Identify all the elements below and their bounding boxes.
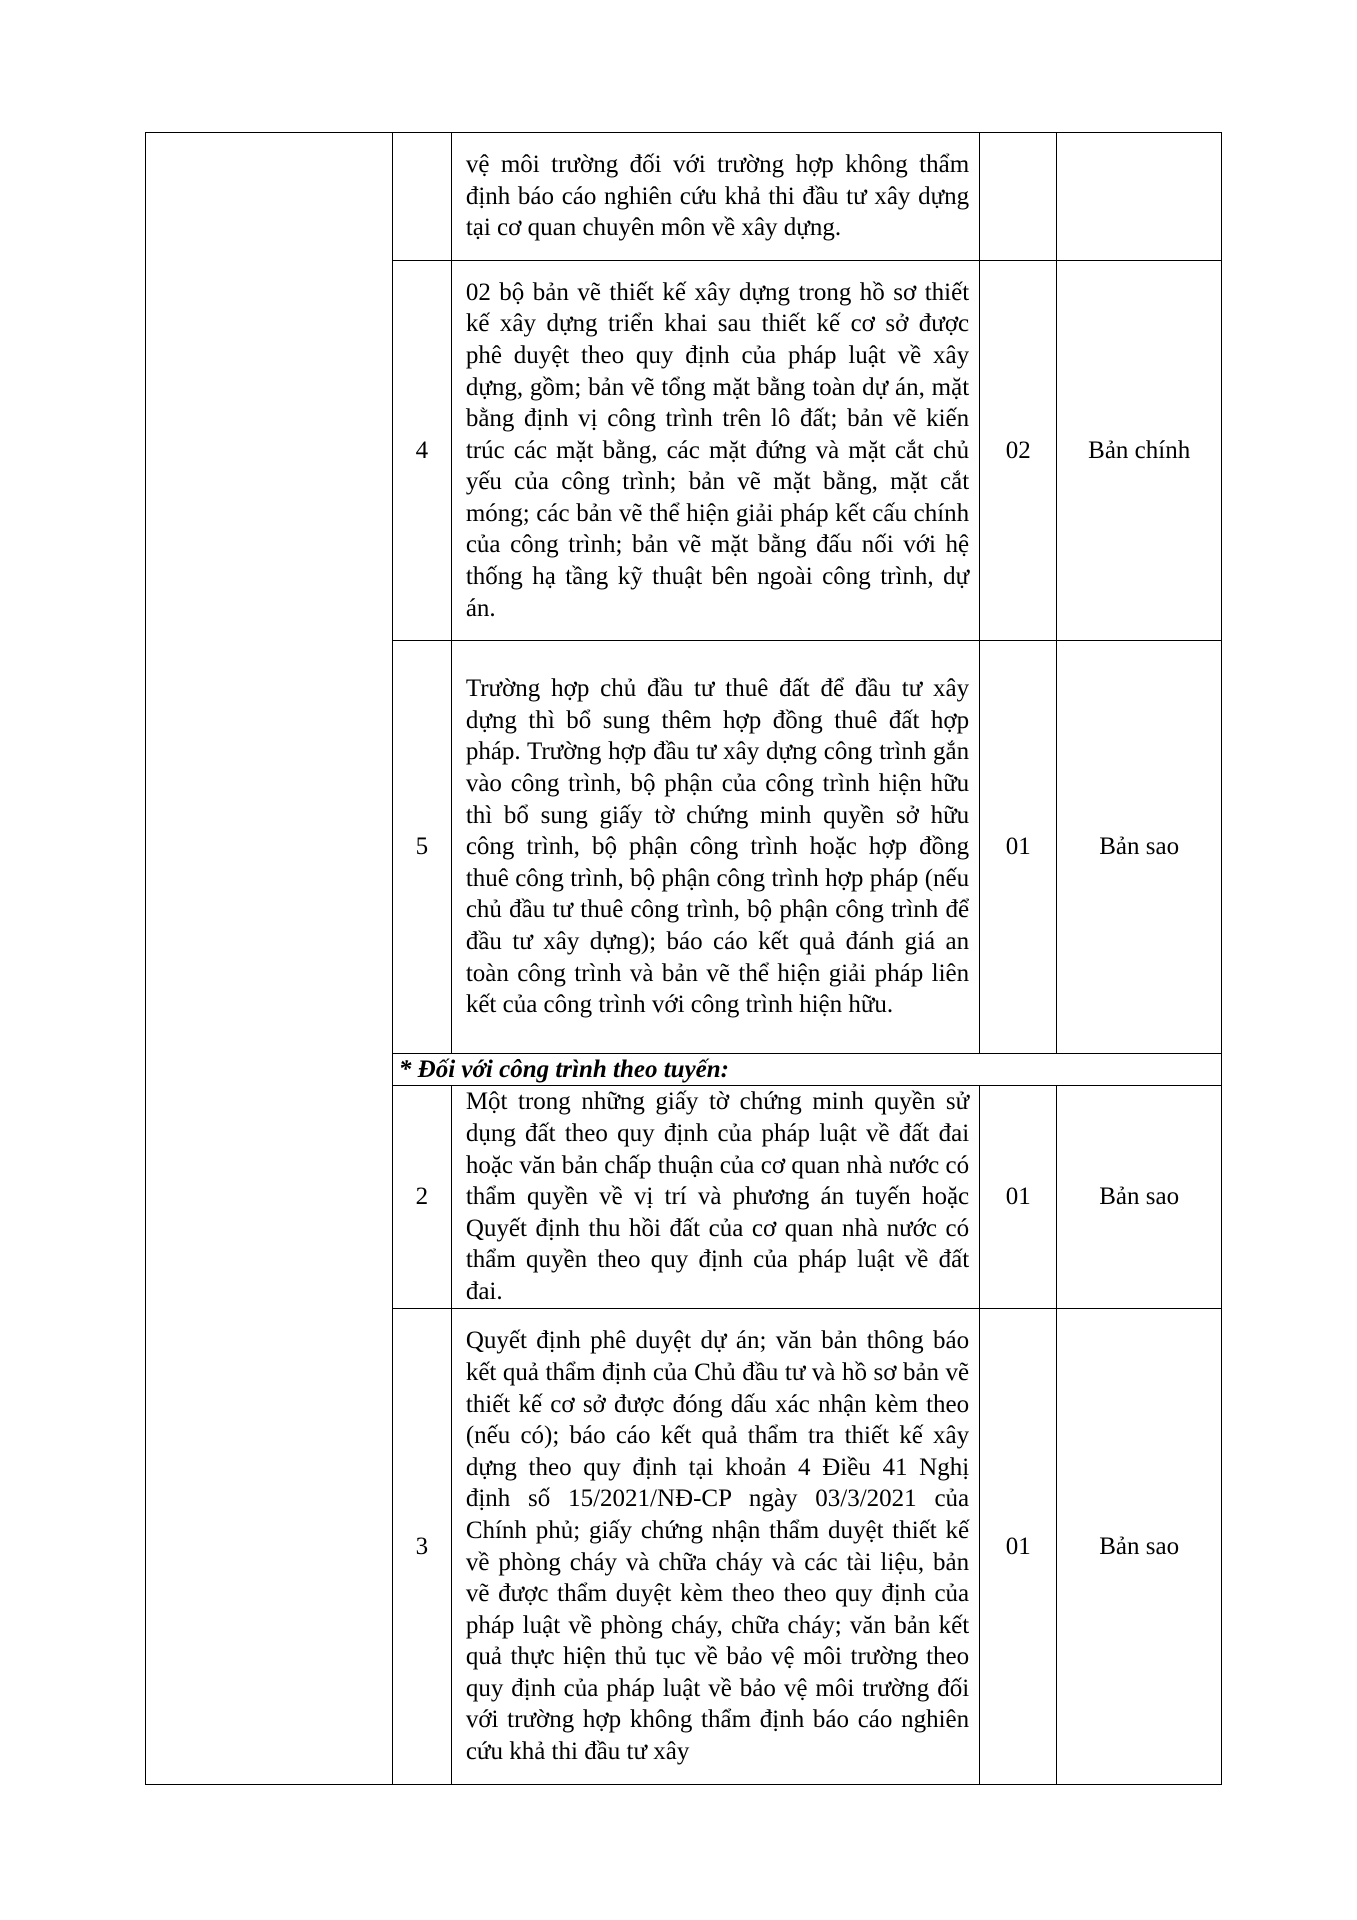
row-quantity: 01 <box>980 641 1057 1054</box>
row-number: 3 <box>392 1309 451 1785</box>
row-number: 4 <box>392 261 451 641</box>
row-content <box>451 1086 979 1309</box>
row-number: 5 <box>392 641 451 1054</box>
row-content <box>451 641 979 1054</box>
table-row <box>146 133 1222 261</box>
row-content <box>451 261 979 641</box>
row-quantity: 01 <box>980 1309 1057 1785</box>
row-document-type: Bản chính <box>1057 261 1222 641</box>
row-content-text: Trường hợp chủ đầu tư thuê đất để đầu tư xây dựng thì bổ sung thêm hợp đồng thuê đất hợp pháp. Trường hợp đầu tư xây dựng công trình gắn vào công trình, bộ phận của công trình hiện hữu thì bổ sung giấy tờ chứng minh quyền sở hữu công trình, bộ phận công trình hoặc hợp đồng thuê công trình, bộ phận công trình hợp pháp (nếu chủ đầu tư thuê công trình, bộ phận công trình để đầu tư xây dựng); báo cáo kết quả đánh giá an toàn công trình và bản vẽ thể hiện giải pháp liên kết của công trình với công trình hiện hữu. <box>465 675 970 1019</box>
row-document-type: Bản sao <box>1057 1086 1222 1309</box>
document-table <box>145 132 1222 1785</box>
row-quantity: 02 <box>980 261 1057 641</box>
row-content-text: 02 bộ bản vẽ thiết kế xây dựng trong hồ sơ thiết kế xây dựng triển khai sau thiết kế cơ sở được phê duyệt theo quy định của pháp luật về xây dựng, gồm; bản vẽ tổng mặt bằng toàn dự án, mặt bằng định vị công trình trên lô đất; bản vẽ kiến trúc các mặt bằng, các mặt đứng và mặt cắt chủ yếu của công trình; bản vẽ mặt bằng, mặt cắt móng; các bản vẽ thể hiện giải pháp kết cấu chính của công trình; bản vẽ mặt bằng đấu nối với hệ thống hạ tầng kỹ thuật bên ngoài công trình, dự án. <box>465 278 970 622</box>
row-quantity: 01 <box>980 1086 1057 1309</box>
row-quantity <box>980 133 1057 261</box>
row-document-type <box>1057 133 1222 261</box>
row-document-type: Bản sao <box>1057 1309 1222 1785</box>
row-document-type: Bản sao <box>1057 641 1222 1054</box>
row-number <box>392 133 451 261</box>
section-title: * Đối với công trình theo tuyến: <box>392 1054 1221 1086</box>
row-content <box>451 133 979 261</box>
row-content-text: vệ môi trường đối với trường hợp không thẩm định báo cáo nghiên cứu khả thi đầu tư xây dựng tại cơ quan chuyên môn về xây dựng. <box>465 151 970 242</box>
row-content-text: Quyết định phê duyệt dự án; văn bản thông báo kết quả thẩm định của Chủ đầu tư và hồ sơ bản vẽ thiết kế cơ sở được đóng dấu xác nhận kèm theo (nếu có); báo cáo kết quả thẩm tra thiết kế xây dựng theo quy định tại khoản 4 Điều 41 Nghị định số 15/2021/NĐ-CP ngày 03/3/2021 của Chính phủ; giấy chứng nhận thẩm duyệt thiết kế về phòng cháy và chữa cháy và các tài liệu, bản vẽ được thẩm duyệt kèm theo theo quy định của pháp luật về phòng cháy, chữa cháy; văn bản kết quả thực hiện thủ tục về bảo vệ môi trường theo quy định của pháp luật về bảo vệ môi trường đối với trường hợp không thẩm định báo cáo nghiên cứu khả thi đầu tư xây <box>465 1327 970 1766</box>
row-content <box>451 1309 979 1785</box>
row-number: 2 <box>392 1086 451 1309</box>
merged-left-cell <box>146 133 393 1785</box>
row-content-text: Một trong những giấy tờ chứng minh quyền sử dụng đất theo quy định của pháp luật về đất đai hoặc văn bản chấp thuận của cơ quan nhà nước có thẩm quyền về vị trí và phương án tuyến hoặc Quyết định thu hồi đất của cơ quan nhà nước có thẩm quyền theo quy định của pháp luật về đất đai. <box>465 1088 970 1305</box>
